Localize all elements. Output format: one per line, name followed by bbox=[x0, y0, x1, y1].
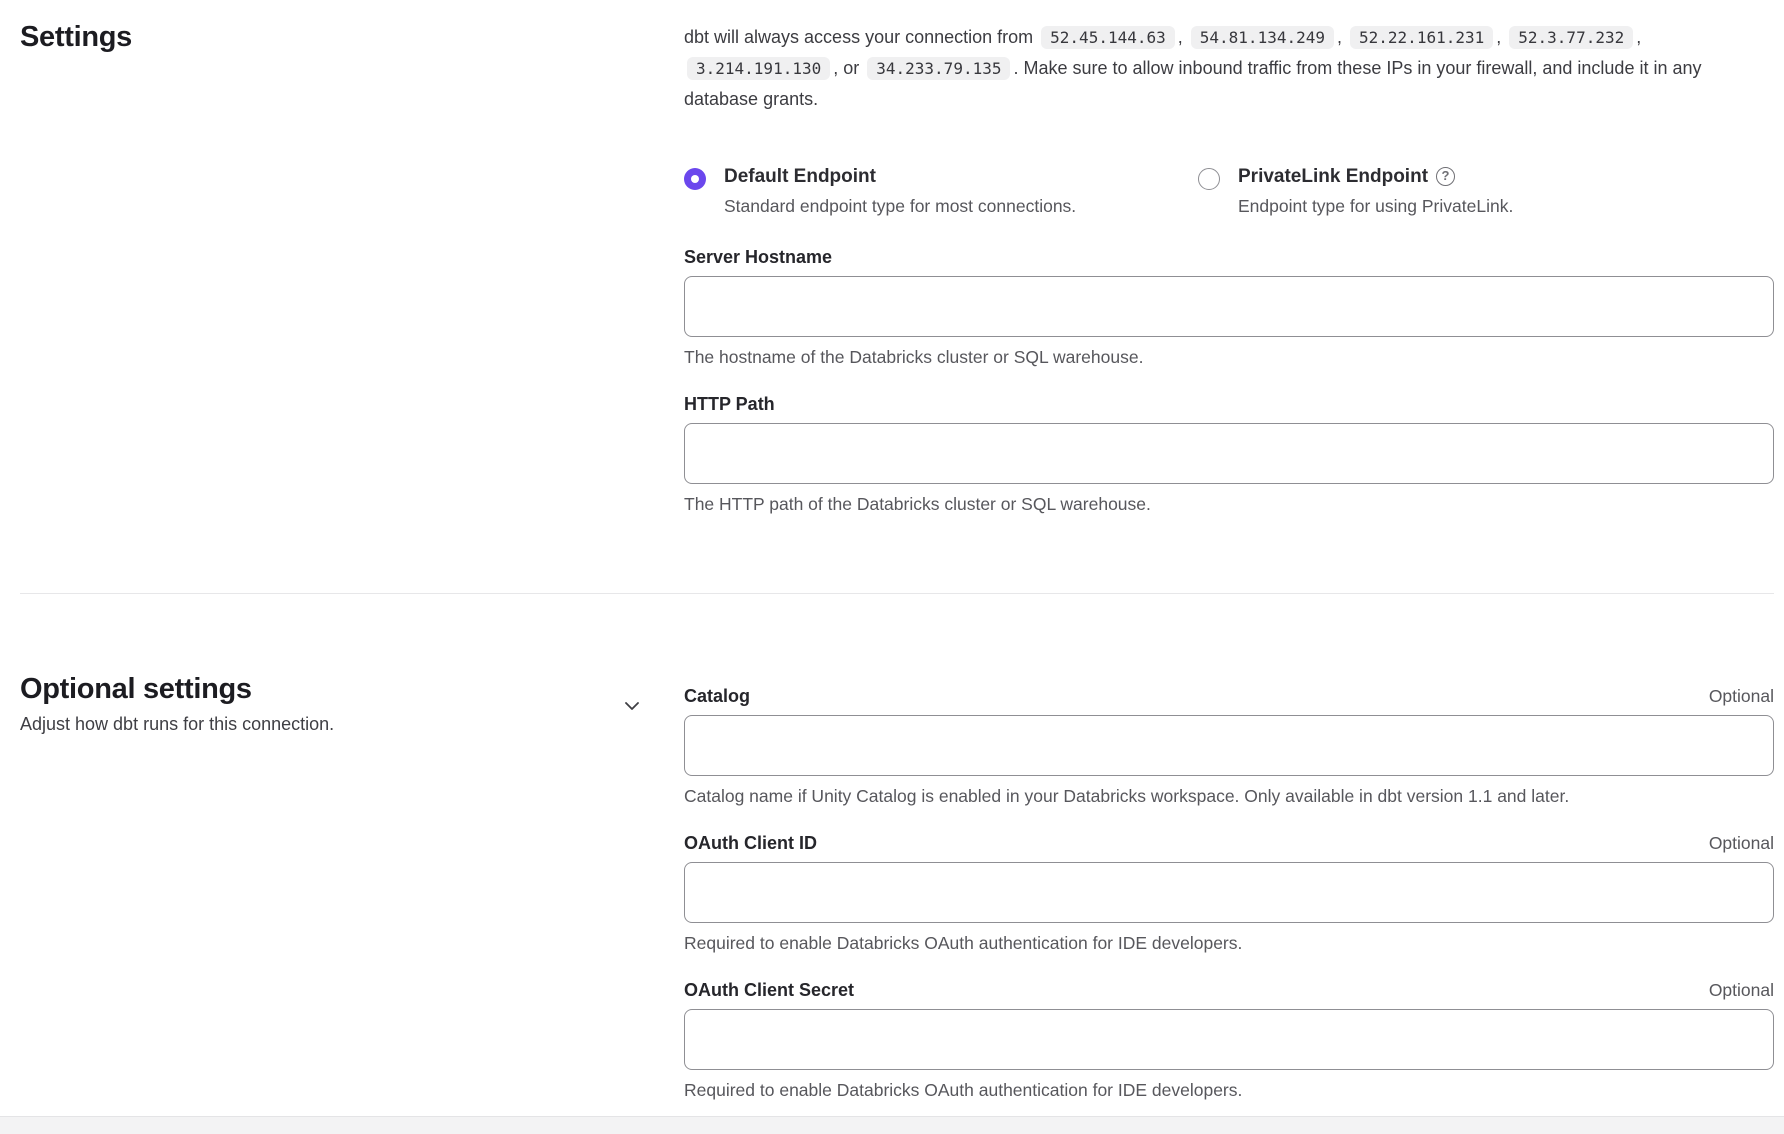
oauth-client-secret-label: OAuth Client Secret bbox=[684, 980, 855, 1000]
settings-title: Settings bbox=[20, 21, 132, 53]
server-hostname-input[interactable] bbox=[684, 276, 1774, 337]
oauth-client-secret-input[interactable] bbox=[684, 1009, 1774, 1070]
server-hostname-field bbox=[684, 247, 1774, 368]
privatelink-endpoint-label: PrivateLink Endpoint? bbox=[1238, 165, 1513, 189]
default-endpoint-description: Standard endpoint type for most connections. bbox=[724, 196, 1077, 216]
oauth-client-id-optional-badge: Optional bbox=[1708, 833, 1774, 853]
catalog-field bbox=[684, 686, 1774, 807]
endpoint-type-radio-group bbox=[684, 165, 1774, 217]
catalog-input[interactable] bbox=[684, 715, 1774, 776]
ip-chip: 52.45.144.63 bbox=[1041, 26, 1175, 49]
settings-section-left bbox=[20, 20, 684, 515]
default-endpoint-radio[interactable] bbox=[684, 168, 706, 190]
oauth-client-id-label: OAuth Client ID bbox=[684, 833, 817, 853]
settings-section-right bbox=[684, 20, 1774, 515]
collapse-section-button[interactable] bbox=[620, 694, 644, 718]
http-path-label: HTTP Path bbox=[684, 394, 775, 414]
question-mark-circle-icon[interactable] bbox=[1436, 167, 1455, 186]
oauth-client-id-input[interactable] bbox=[684, 862, 1774, 923]
http-path-field bbox=[684, 394, 1774, 515]
footer-bar bbox=[0, 1116, 1784, 1134]
server-hostname-help: The hostname of the Databricks cluster or SQL warehouse. bbox=[684, 347, 1144, 367]
settings-section bbox=[0, 0, 1784, 515]
oauth-client-id-field bbox=[684, 833, 1774, 954]
catalog-label: Catalog bbox=[684, 686, 751, 706]
ip-chip: 52.3.77.232 bbox=[1509, 26, 1633, 49]
default-endpoint-option[interactable] bbox=[684, 165, 1198, 217]
catalog-optional-badge: Optional bbox=[1708, 686, 1774, 706]
oauth-client-secret-help: Required to enable Databricks OAuth authentication for IDE developers. bbox=[684, 1080, 1243, 1100]
oauth-client-id-help: Required to enable Databricks OAuth authentication for IDE developers. bbox=[684, 933, 1243, 953]
oauth-client-secret-field bbox=[684, 980, 1774, 1101]
ip-chip: 54.81.134.249 bbox=[1191, 26, 1334, 49]
privatelink-endpoint-radio[interactable] bbox=[1198, 168, 1220, 190]
default-endpoint-label: Default Endpoint bbox=[724, 166, 876, 187]
chevron-down-icon bbox=[622, 696, 642, 716]
optional-settings-section bbox=[0, 594, 1784, 1101]
optional-section-right bbox=[684, 672, 1774, 1101]
catalog-help: Catalog name if Unity Catalog is enabled in your Databricks workspace. Only available in dbt version 1.1 and later. bbox=[684, 786, 1570, 806]
oauth-client-secret-optional-badge: Optional bbox=[1708, 980, 1774, 1000]
optional-settings-title: Optional settings bbox=[20, 673, 252, 705]
ip-chip: 52.22.161.231 bbox=[1350, 26, 1493, 49]
http-path-help: The HTTP path of the Databricks cluster or SQL warehouse. bbox=[684, 494, 1151, 514]
ip-sentence: dbt will always access your connection from 52.45.144.63 , 54.81.134.249 , 52.22.161.231 , 52.3.77.232 , 3.214.191.130 , or 34.233.79.135 . Make sure to allow inbound traffic from these IPs in your firewall, and include it in any database grants. bbox=[684, 27, 1702, 109]
server-hostname-label: Server Hostname bbox=[684, 247, 833, 267]
optional-settings-subtitle: Adjust how dbt runs for this connection. bbox=[20, 714, 335, 734]
optional-section-left bbox=[20, 672, 684, 1101]
privatelink-endpoint-description: Endpoint type for using PrivateLink. bbox=[1238, 196, 1514, 216]
ip-chip: 3.214.191.130 bbox=[687, 57, 830, 80]
ip-chip: 34.233.79.135 bbox=[867, 57, 1010, 80]
http-path-input[interactable] bbox=[684, 423, 1774, 484]
privatelink-endpoint-option[interactable] bbox=[1198, 165, 1513, 217]
